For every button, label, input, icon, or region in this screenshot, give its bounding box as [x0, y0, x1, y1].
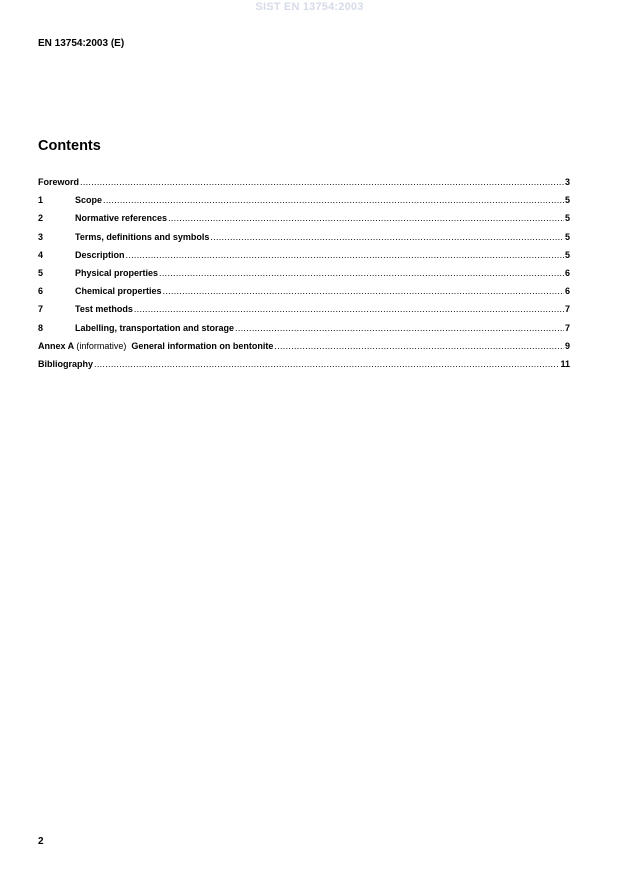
annex-qualifier: (informative)	[76, 340, 127, 351]
toc-entry-normative-references[interactable]	[38, 213, 570, 231]
toc-dot-leader	[159, 268, 564, 279]
toc-dot-leader	[103, 195, 564, 206]
toc-entry-description[interactable]	[38, 250, 570, 268]
toc-entry-label: Description	[75, 249, 125, 260]
toc-entry-label: Terms, definitions and symbols	[75, 231, 210, 242]
toc-entry-test-methods[interactable]	[38, 304, 570, 322]
toc-dot-leader	[168, 213, 564, 224]
toc-entry-label: Scope	[75, 195, 103, 206]
toc-entry-number: 8	[38, 322, 44, 333]
annex-prefix: Annex A	[38, 340, 74, 351]
toc-entry-page: 6	[564, 267, 570, 278]
toc-entry-label: Labelling, transportation and storage	[75, 322, 235, 333]
toc-entry-page: 11	[560, 358, 570, 369]
watermark-text: SIST EN 13754:2003	[255, 1, 364, 13]
toc-entry-physical-properties[interactable]	[38, 268, 570, 286]
page-number: 2	[38, 836, 44, 847]
toc-entry-number: 2	[38, 213, 44, 224]
toc-dot-leader	[80, 177, 564, 188]
toc-entry-page: 5	[564, 213, 570, 224]
toc-entry-number: 5	[38, 267, 44, 278]
toc-entry-label	[38, 341, 273, 352]
toc-entry-page: 5	[564, 231, 570, 242]
toc-dot-leader	[235, 323, 564, 334]
toc-dot-leader	[274, 341, 564, 352]
toc-entry-chemical-properties[interactable]	[38, 286, 570, 304]
toc-entry-label: Foreword	[38, 177, 80, 187]
toc-entry-number: 3	[38, 231, 44, 242]
toc-entry-page: 5	[564, 195, 570, 206]
toc-entry-terms-definitions[interactable]	[38, 232, 570, 250]
toc-entry-bibliography[interactable]	[38, 359, 570, 377]
toc-entry-label: Bibliography	[38, 358, 94, 369]
annex-title: General information on bentonite	[131, 340, 274, 351]
toc-entry-page: 7	[564, 322, 570, 333]
toc-entry-page: 3	[564, 177, 570, 187]
toc-entry-number: 7	[38, 304, 44, 315]
toc-entry-number: 6	[38, 286, 44, 297]
toc-entry-label: Chemical properties	[75, 286, 162, 297]
toc-entry-labelling[interactable]	[38, 323, 570, 341]
toc-entry-page: 5	[564, 249, 570, 260]
document-id: EN 13754:2003 (E)	[38, 38, 125, 49]
toc-entry-label: Normative references	[75, 213, 168, 224]
toc-entry-scope[interactable]	[38, 195, 570, 213]
toc-dot-leader	[94, 359, 559, 370]
toc-entry-foreword[interactable]	[38, 177, 570, 195]
toc-entry-label: Test methods	[75, 304, 133, 315]
contents-heading: Contents	[38, 138, 101, 154]
toc-entry-page: 6	[564, 286, 570, 297]
toc-entry-page: 9	[564, 340, 570, 351]
toc-dot-leader	[163, 286, 564, 297]
toc-entry-number: 4	[38, 249, 44, 260]
toc-entry-number: 1	[38, 195, 44, 206]
toc-entry-label: Physical properties	[75, 267, 159, 278]
table-of-contents	[38, 177, 570, 377]
toc-dot-leader	[126, 250, 564, 261]
toc-entry-annex-a[interactable]	[38, 341, 570, 359]
toc-entry-page: 7	[564, 304, 570, 315]
toc-dot-leader	[134, 304, 564, 315]
toc-dot-leader	[210, 232, 564, 243]
